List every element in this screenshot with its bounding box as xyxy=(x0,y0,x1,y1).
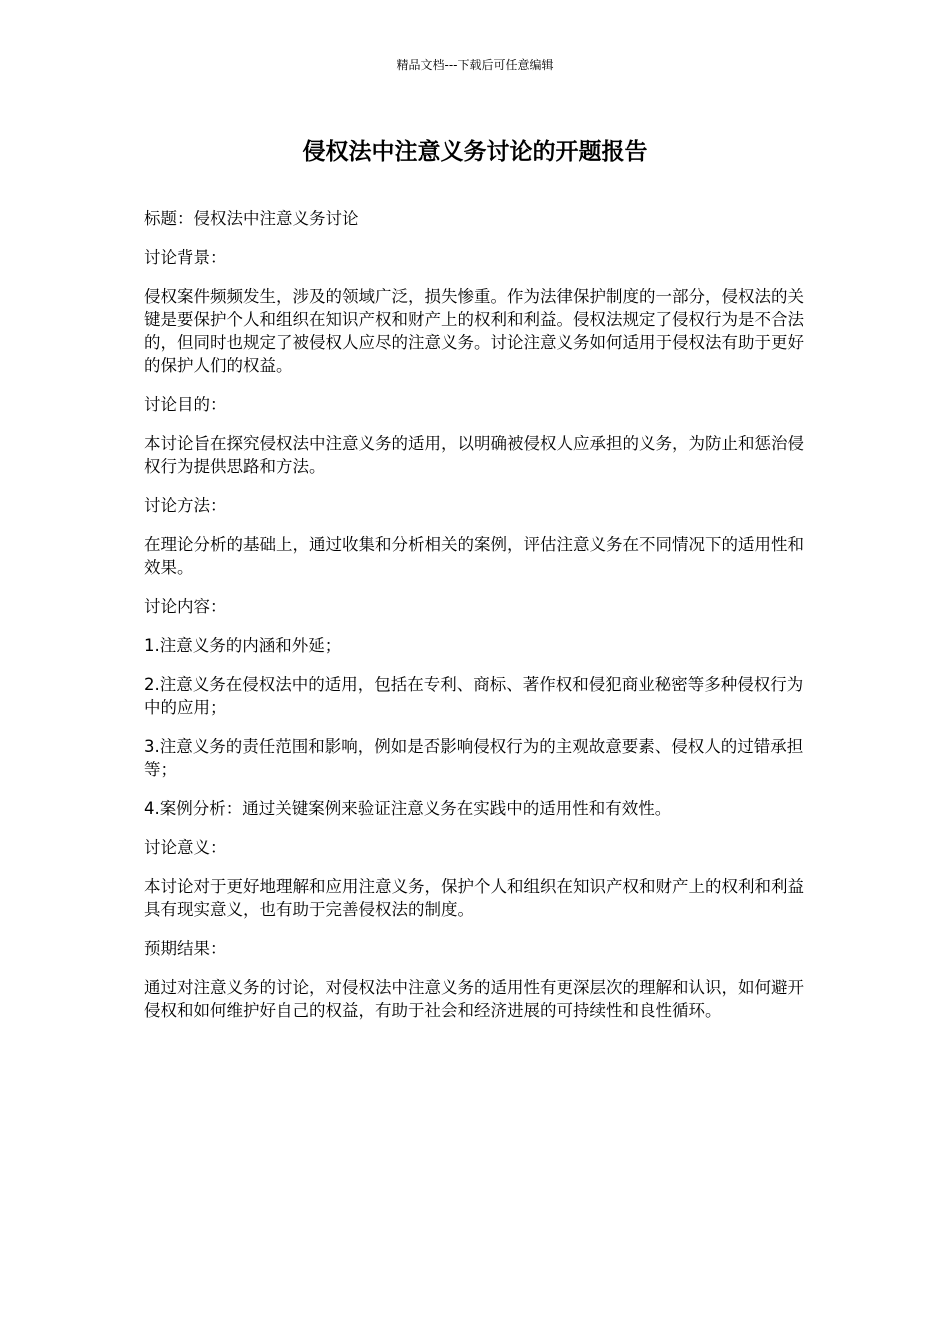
section-heading-significance: 讨论意义： xyxy=(144,838,227,857)
method-paragraph: 在理论分析的基础上，通过收集和分析相关的案例，评估注意义务在不同情况下的适用性和效果。 xyxy=(144,535,804,577)
document-body xyxy=(144,207,806,1038)
document-title: 侵权法中注意义务讨论的开题报告 xyxy=(302,139,648,165)
purpose-paragraph: 本讨论旨在探究侵权法中注意义务的适用，以明确被侵权人应承担的义务，为防止和惩治侵权行为提供思路和方法。 xyxy=(144,434,804,476)
section-heading-purpose: 讨论目的： xyxy=(144,395,227,414)
content-item-4: 4.案例分析：通过关键案例来验证注意义务在实践中的适用性和有效性。 xyxy=(144,799,672,818)
content-item-3: 3.注意义务的责任范围和影响，例如是否影响侵权行为的主观故意要素、侵权人的过错承担等； xyxy=(144,737,804,779)
section-heading-expected-results: 预期结果： xyxy=(144,939,227,958)
background-paragraph: 侵权案件频频发生，涉及的领域广泛，损失惨重。作为法律保护制度的一部分，侵权法的关键是要保护个人和组织在知识产权和财产上的权利和利益。侵权法规定了侵权行为是不合法的，但同时也规定了被侵权人应尽的注意义务。讨论注意义务如何适用于侵权法有助于更好的保护人们的权益。 xyxy=(144,287,804,375)
section-heading-content: 讨论内容： xyxy=(144,597,227,616)
section-heading-method: 讨论方法： xyxy=(144,496,227,515)
significance-paragraph: 本讨论对于更好地理解和应用注意义务，保护个人和组织在知识产权和财产上的权利和利益具有现实意义，也有助于完善侵权法的制度。 xyxy=(144,877,804,919)
content-item-2: 2.注意义务在侵权法中的适用，包括在专利、商标、著作权和侵犯商业秘密等多种侵权行为中的应用； xyxy=(144,675,804,717)
section-heading-background: 讨论背景： xyxy=(144,248,227,267)
content-item-1: 1.注意义务的内涵和外延； xyxy=(144,636,342,655)
expected-results-paragraph: 通过对注意义务的讨论，对侵权法中注意义务的适用性有更深层次的理解和认识，如何避开侵权和如何维护好自己的权益，有助于社会和经济进展的可持续性和良性循环。 xyxy=(144,978,804,1020)
subject-line: 标题：侵权法中注意义务讨论 xyxy=(144,209,359,228)
page-header: 精品文档---下载后可任意编辑 xyxy=(396,58,554,72)
